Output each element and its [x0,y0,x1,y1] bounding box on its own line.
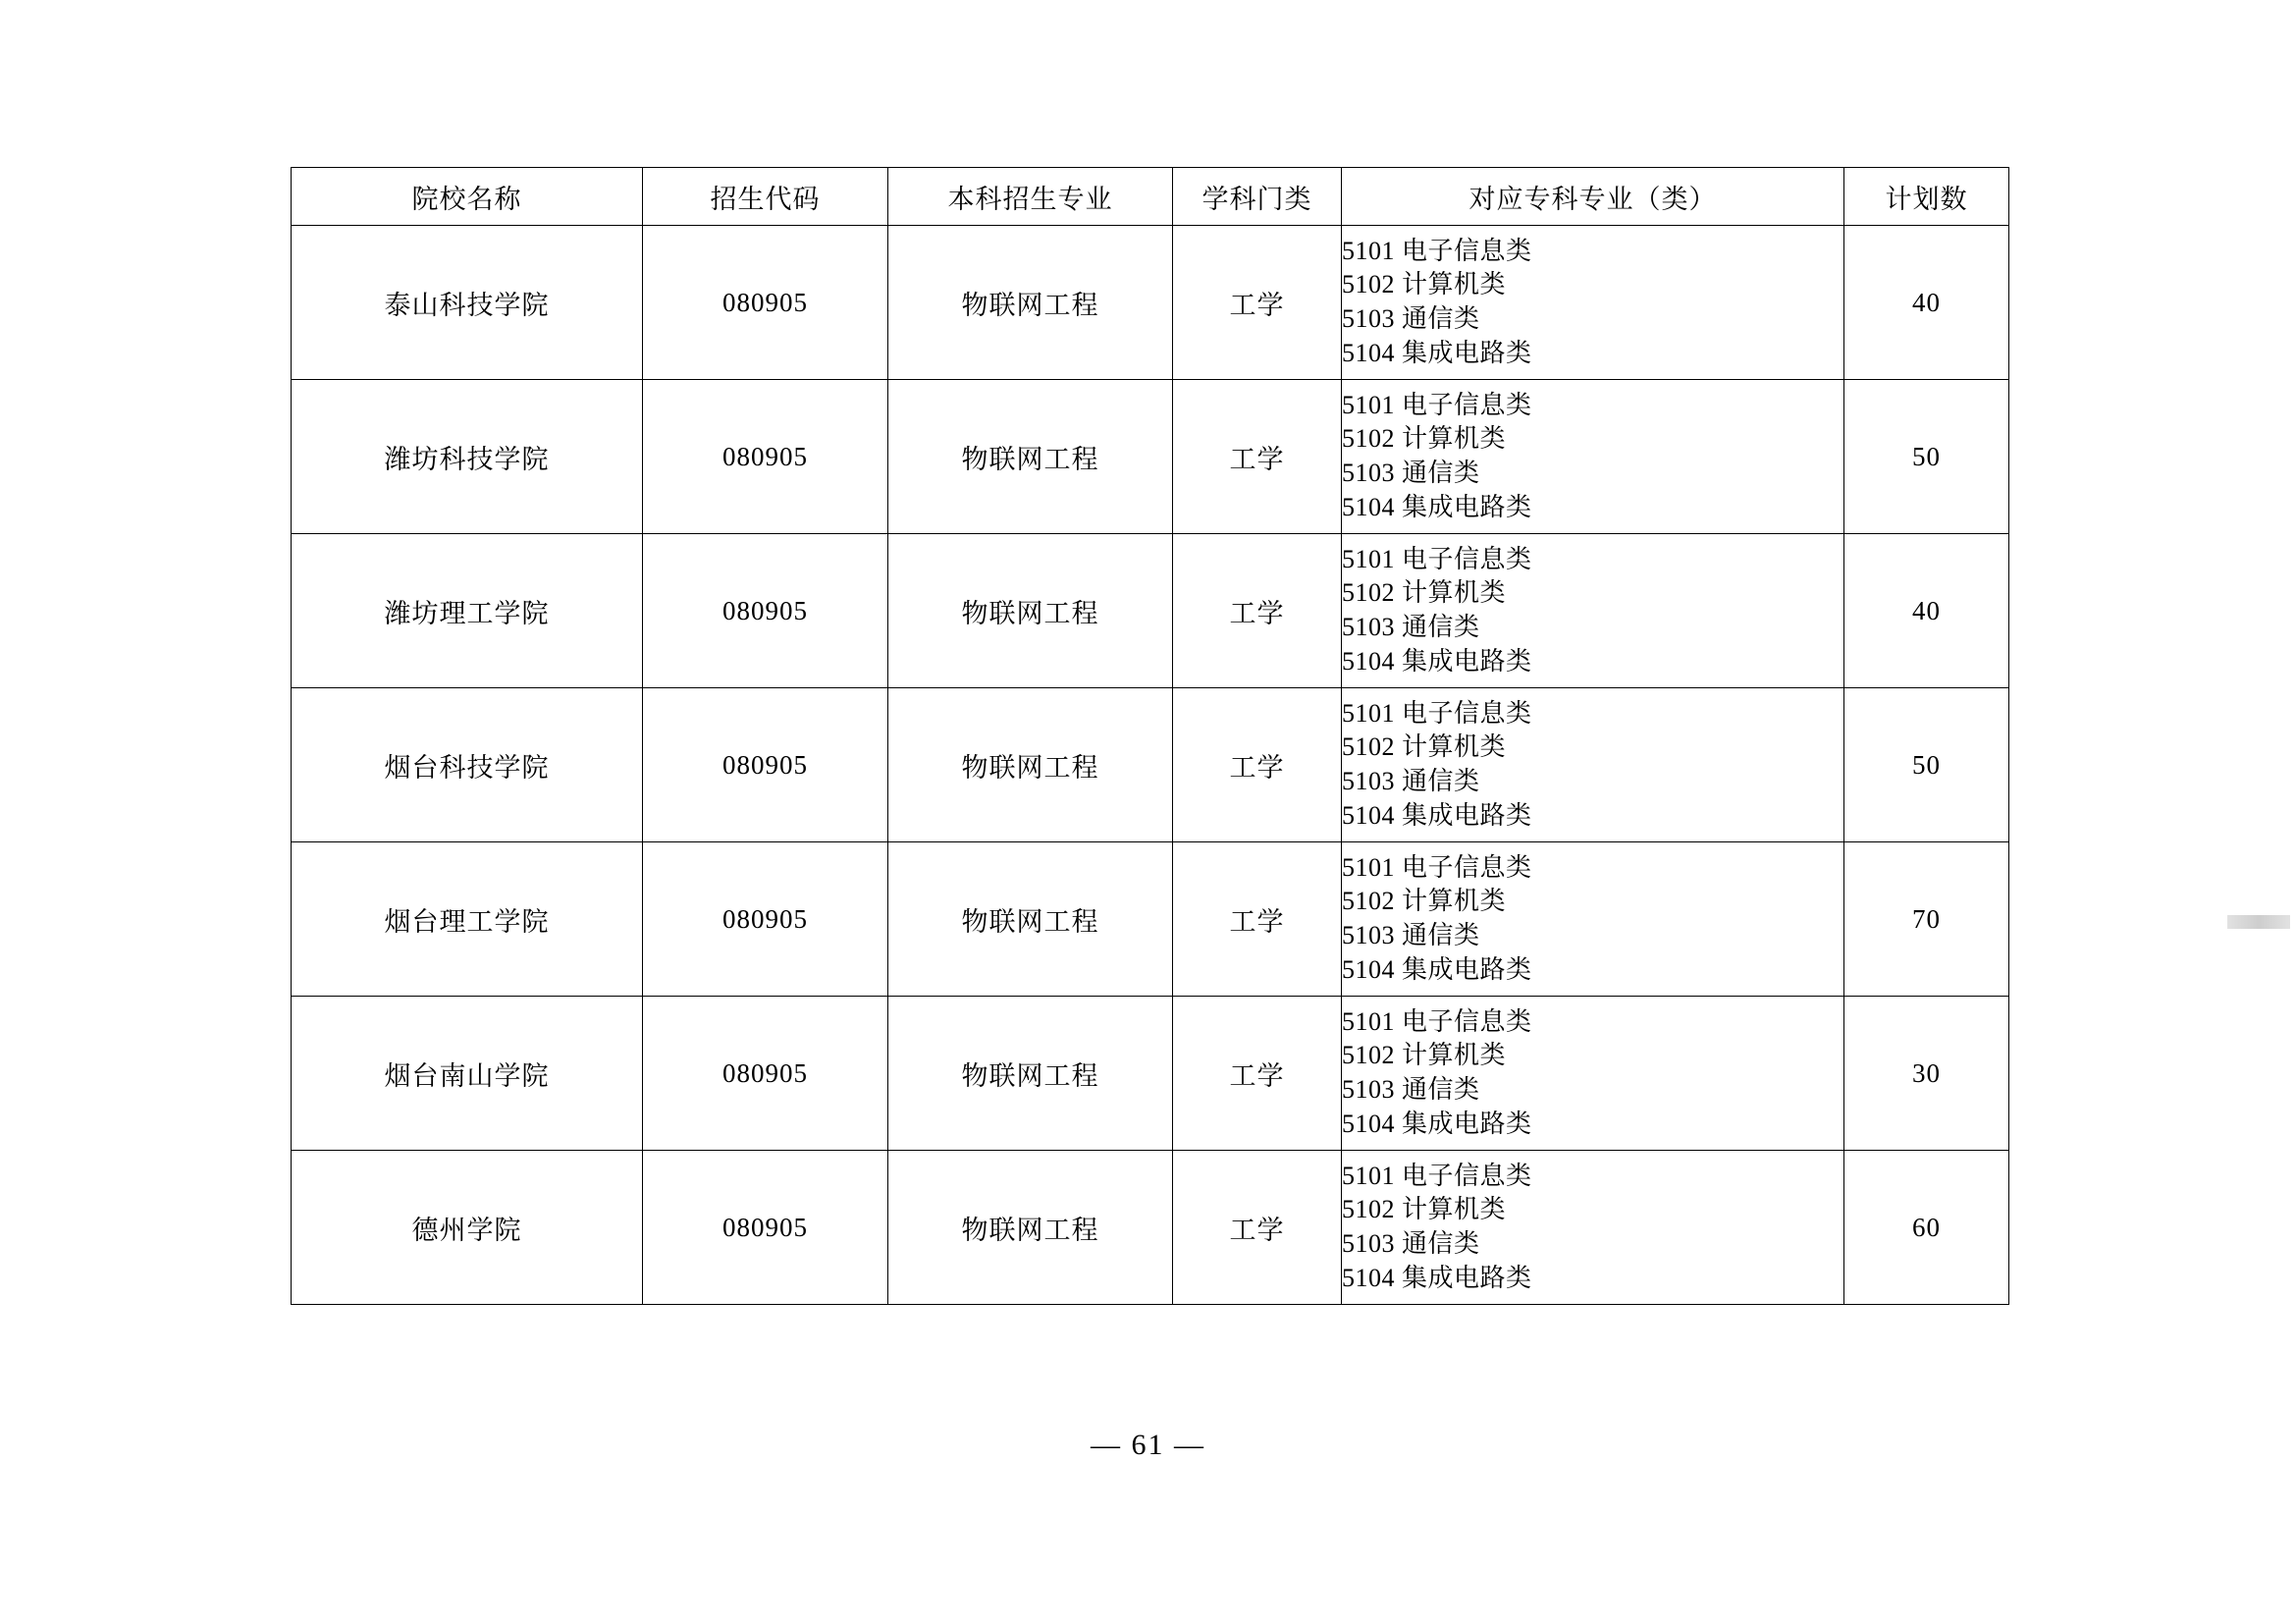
cell-major: 物联网工程 [888,1151,1173,1305]
corresponding-line: 5104 集成电路类 [1342,338,1532,367]
cell-major: 物联网工程 [888,534,1173,688]
admissions-table-container [291,167,2008,1305]
corresponding-line: 5101 电子信息类 [1342,852,1532,882]
column-header-major: 本科招生专业 [888,168,1173,226]
cell-code: 080905 [643,1151,888,1305]
cell-plan: 70 [1844,842,2009,997]
corresponding-line: 5102 计算机类 [1342,732,1507,762]
cell-school: 烟台理工学院 [292,842,643,997]
corresponding-line: 5102 计算机类 [1342,1041,1507,1070]
column-header-corresponding: 对应专科专业（类） [1342,168,1844,226]
cell-school: 烟台科技学院 [292,688,643,842]
admissions-table [291,167,2009,1305]
cell-school: 烟台南山学院 [292,997,643,1151]
table-header-row [292,168,2009,226]
table-row [292,534,2009,688]
corresponding-line: 5104 集成电路类 [1342,954,1532,984]
cell-major: 物联网工程 [888,997,1173,1151]
cell-discipline: 工学 [1173,1151,1342,1305]
corresponding-line: 5103 通信类 [1342,613,1480,641]
cell-discipline: 工学 [1173,380,1342,534]
corresponding-line: 5103 通信类 [1342,767,1480,795]
cell-code: 080905 [643,534,888,688]
corresponding-line: 5104 集成电路类 [1342,800,1532,830]
cell-corresponding [1342,997,1844,1151]
corresponding-line: 5103 通信类 [1342,304,1480,333]
cell-code: 080905 [643,688,888,842]
cell-major: 物联网工程 [888,380,1173,534]
cell-corresponding [1342,534,1844,688]
cell-discipline: 工学 [1173,688,1342,842]
corresponding-line: 5103 通信类 [1342,459,1480,487]
cell-discipline: 工学 [1173,997,1342,1151]
cell-plan: 40 [1844,534,2009,688]
corresponding-line: 5101 电子信息类 [1342,390,1532,419]
corresponding-line: 5103 通信类 [1342,921,1480,949]
corresponding-line: 5104 集成电路类 [1342,1109,1532,1138]
table-row [292,688,2009,842]
cell-corresponding [1342,688,1844,842]
column-header-code: 招生代码 [643,168,888,226]
cell-school: 潍坊科技学院 [292,380,643,534]
corresponding-line: 5103 通信类 [1342,1075,1480,1104]
cell-major: 物联网工程 [888,226,1173,380]
corresponding-line: 5102 计算机类 [1342,424,1507,454]
cell-plan: 50 [1844,380,2009,534]
column-header-plan: 计划数 [1844,168,2009,226]
table-row [292,380,2009,534]
corresponding-line: 5104 集成电路类 [1342,492,1532,521]
table-row [292,1151,2009,1305]
cell-discipline: 工学 [1173,226,1342,380]
watermark [2227,915,2290,929]
cell-discipline: 工学 [1173,842,1342,997]
cell-code: 080905 [643,380,888,534]
corresponding-line: 5102 计算机类 [1342,270,1507,299]
cell-corresponding [1342,1151,1844,1305]
table-row [292,997,2009,1151]
table-header [292,168,2009,226]
table-body [292,226,2009,1305]
cell-plan: 50 [1844,688,2009,842]
corresponding-line: 5104 集成电路类 [1342,1263,1532,1292]
corresponding-line: 5101 电子信息类 [1342,698,1532,728]
corresponding-line: 5102 计算机类 [1342,1195,1507,1224]
corresponding-line: 5101 电子信息类 [1342,1006,1532,1036]
page-number: — 61 — [1091,1429,1205,1461]
corresponding-line: 5101 电子信息类 [1342,544,1532,573]
cell-code: 080905 [643,842,888,997]
cell-plan: 30 [1844,997,2009,1151]
cell-code: 080905 [643,226,888,380]
cell-plan: 60 [1844,1151,2009,1305]
corresponding-line: 5103 通信类 [1342,1229,1480,1258]
cell-corresponding [1342,380,1844,534]
corresponding-line: 5102 计算机类 [1342,887,1507,916]
cell-corresponding [1342,226,1844,380]
corresponding-line: 5104 集成电路类 [1342,646,1532,676]
cell-school: 泰山科技学院 [292,226,643,380]
column-header-discipline: 学科门类 [1173,168,1342,226]
cell-major: 物联网工程 [888,688,1173,842]
table-row [292,842,2009,997]
cell-discipline: 工学 [1173,534,1342,688]
corresponding-line: 5101 电子信息类 [1342,236,1532,265]
table-row [292,226,2009,380]
cell-major: 物联网工程 [888,842,1173,997]
cell-plan: 40 [1844,226,2009,380]
cell-corresponding [1342,842,1844,997]
cell-code: 080905 [643,997,888,1151]
corresponding-line: 5102 计算机类 [1342,578,1507,608]
column-header-school: 院校名称 [292,168,643,226]
cell-school: 潍坊理工学院 [292,534,643,688]
corresponding-line: 5101 电子信息类 [1342,1161,1532,1190]
cell-school: 德州学院 [292,1151,643,1305]
